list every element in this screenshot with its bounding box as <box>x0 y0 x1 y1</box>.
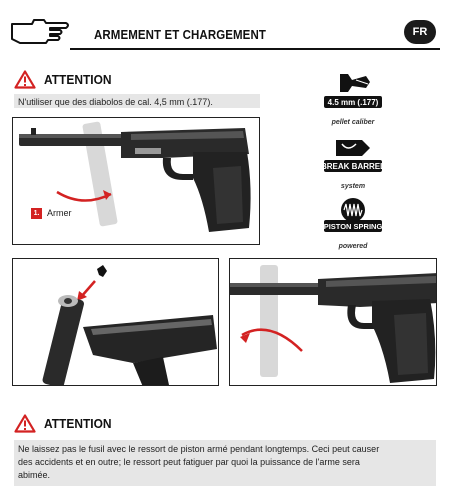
warning-title: ATTENTION <box>44 72 112 87</box>
break-barrel-icon <box>318 136 388 186</box>
language-badge: FR <box>404 20 436 44</box>
feature-badge-text: PISTON SPRING <box>323 222 383 231</box>
warning-line: Ne laissez pas le fusil avec le ressort de piston armé pendant longtemps. Ceci peut causer <box>18 444 380 454</box>
pellet-caliber-icon <box>318 70 388 120</box>
cocking-illustration <box>12 117 260 245</box>
closing-illustration <box>229 258 437 386</box>
feature-label: pellet caliber <box>331 119 375 126</box>
warning-line: des accidents et en outre; le ressort peut fatiguer par quoi la puissance de l'arme sera <box>18 457 360 467</box>
pellet-loading-image <box>13 259 219 386</box>
feature-label: powered <box>338 243 368 250</box>
barrel-closing-image <box>230 259 437 386</box>
feature-break-barrel <box>318 136 388 190</box>
feature-badge-text: BREAK BARREL <box>321 162 385 171</box>
warning-text-bottom <box>14 440 436 486</box>
pistol-cocking-image <box>13 118 260 245</box>
page-title: ARMEMENT ET CHARGEMENT <box>94 28 266 42</box>
feature-piston-spring <box>318 196 388 250</box>
warning-triangle-icon <box>14 70 36 89</box>
feature-badge-text: 4.5 mm (.177) <box>327 98 379 107</box>
warning-text-top: N'utiliser que des diabolos de cal. 4,5 mm (.177). <box>14 94 260 108</box>
pointing-hand-icon <box>10 16 70 46</box>
step-number-badge: 1. <box>31 208 42 219</box>
header-divider <box>70 48 440 50</box>
warning-title: ATTENTION <box>44 416 112 431</box>
step-label: Armer <box>47 208 72 218</box>
feature-label: system <box>340 183 366 190</box>
warning-triangle-icon <box>14 414 36 433</box>
page-header <box>10 14 440 50</box>
loading-illustration <box>12 258 219 386</box>
warning-heading-bottom <box>14 414 117 433</box>
warning-heading-top <box>14 70 117 89</box>
warning-line: abimée. <box>18 470 51 480</box>
feature-caliber <box>318 70 388 126</box>
piston-spring-icon <box>318 196 388 246</box>
